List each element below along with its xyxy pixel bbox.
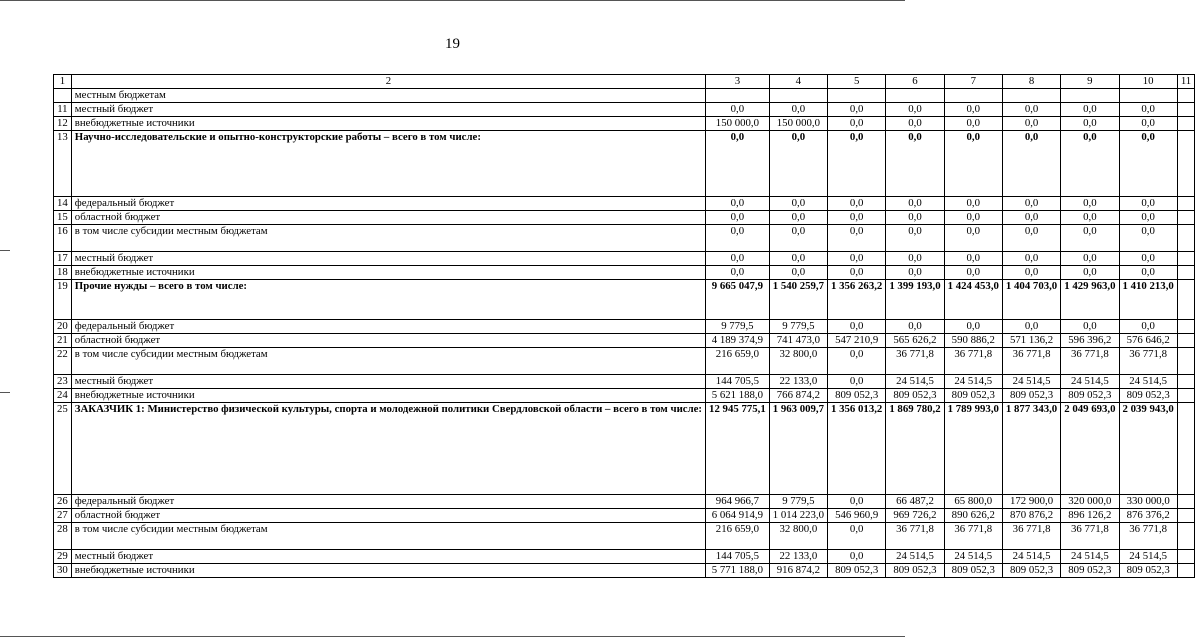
value-cell: 24 514,5 <box>886 375 944 389</box>
empty-cell-col11 <box>1177 89 1194 103</box>
value-cell: 0,0 <box>1061 225 1119 252</box>
row-label: в том числе субсидии местным бюджетам <box>71 348 705 375</box>
value-cell: 547 210,9 <box>828 334 886 348</box>
row-label: местный бюджет <box>71 103 705 117</box>
table-row <box>54 89 1195 103</box>
value-cell: 22 133,0 <box>769 550 827 564</box>
row-number: 29 <box>54 550 72 564</box>
value-cell: 0,0 <box>828 117 886 131</box>
table-row <box>54 509 1195 523</box>
value-cell: 0,0 <box>828 211 886 225</box>
value-cell: 0,0 <box>1002 103 1060 117</box>
empty-cell-col11 <box>1177 389 1194 403</box>
header-cell: 10 <box>1119 75 1177 89</box>
table-row <box>54 103 1195 117</box>
value-cell: 969 726,2 <box>886 509 944 523</box>
value-cell: 0,0 <box>944 225 1002 252</box>
table-row <box>54 523 1195 550</box>
row-label: местным бюджетам <box>71 89 705 103</box>
row-label: внебюджетные источники <box>71 389 705 403</box>
value-cell <box>769 89 827 103</box>
value-cell: 0,0 <box>1061 131 1119 197</box>
empty-cell-col11 <box>1177 334 1194 348</box>
table-row <box>54 280 1195 320</box>
value-cell: 9 779,5 <box>769 320 827 334</box>
value-cell: 1 540 259,7 <box>769 280 827 320</box>
value-cell: 36 771,8 <box>1119 348 1177 375</box>
value-cell: 4 189 374,9 <box>706 334 770 348</box>
value-cell: 9 779,5 <box>706 320 770 334</box>
table-row <box>54 117 1195 131</box>
scan-edge-left-mark-2 <box>0 392 10 393</box>
value-cell: 0,0 <box>886 252 944 266</box>
value-cell: 150 000,0 <box>769 117 827 131</box>
empty-cell-col11 <box>1177 375 1194 389</box>
value-cell: 0,0 <box>944 197 1002 211</box>
page-number: 19 <box>445 36 460 52</box>
value-cell <box>1119 89 1177 103</box>
value-cell: 766 874,2 <box>769 389 827 403</box>
value-cell: 809 052,3 <box>886 389 944 403</box>
value-cell: 172 900,0 <box>1002 495 1060 509</box>
value-cell: 2 039 943,0 <box>1119 403 1177 495</box>
header-cell: 4 <box>769 75 827 89</box>
value-cell: 546 960,9 <box>828 509 886 523</box>
value-cell: 0,0 <box>1061 320 1119 334</box>
value-cell: 0,0 <box>1061 103 1119 117</box>
value-cell: 809 052,3 <box>1061 389 1119 403</box>
table-row <box>54 266 1195 280</box>
table-row <box>54 375 1195 389</box>
value-cell: 809 052,3 <box>1061 564 1119 578</box>
value-cell: 1 877 343,0 <box>1002 403 1060 495</box>
value-cell: 0,0 <box>1061 211 1119 225</box>
value-cell: 1 356 263,2 <box>828 280 886 320</box>
value-cell: 36 771,8 <box>1061 348 1119 375</box>
value-cell: 0,0 <box>706 225 770 252</box>
value-cell: 809 052,3 <box>886 564 944 578</box>
row-label: областной бюджет <box>71 211 705 225</box>
value-cell: 1 404 703,0 <box>1002 280 1060 320</box>
empty-cell-col11 <box>1177 131 1194 197</box>
empty-cell-col11 <box>1177 564 1194 578</box>
value-cell: 0,0 <box>828 197 886 211</box>
value-cell <box>886 89 944 103</box>
value-cell: 216 659,0 <box>706 523 770 550</box>
header-cell: 1 <box>54 75 72 89</box>
value-cell: 1 399 193,0 <box>886 280 944 320</box>
value-cell: 0,0 <box>769 103 827 117</box>
row-number <box>54 89 72 103</box>
table-row <box>54 334 1195 348</box>
value-cell: 22 133,0 <box>769 375 827 389</box>
row-number: 24 <box>54 389 72 403</box>
value-cell: 5 621 188,0 <box>706 389 770 403</box>
row-number: 17 <box>54 252 72 266</box>
value-cell: 0,0 <box>1119 320 1177 334</box>
value-cell <box>944 89 1002 103</box>
value-cell: 24 514,5 <box>1002 550 1060 564</box>
value-cell: 2 049 693,0 <box>1061 403 1119 495</box>
value-cell: 0,0 <box>706 131 770 197</box>
row-label: местный бюджет <box>71 375 705 389</box>
value-cell: 0,0 <box>1119 197 1177 211</box>
empty-cell-col11 <box>1177 266 1194 280</box>
value-cell: 0,0 <box>886 225 944 252</box>
value-cell: 0,0 <box>828 550 886 564</box>
row-number: 15 <box>54 211 72 225</box>
value-cell: 0,0 <box>769 197 827 211</box>
value-cell: 0,0 <box>886 103 944 117</box>
empty-cell-col11 <box>1177 509 1194 523</box>
value-cell: 24 514,5 <box>1119 550 1177 564</box>
value-cell: 0,0 <box>828 266 886 280</box>
value-cell: 0,0 <box>769 266 827 280</box>
row-label: внебюджетные источники <box>71 266 705 280</box>
empty-cell-col11 <box>1177 252 1194 266</box>
budget-table <box>53 74 1195 578</box>
row-label: областной бюджет <box>71 509 705 523</box>
scan-edge-top <box>0 0 905 1</box>
row-number: 11 <box>54 103 72 117</box>
table-row <box>54 348 1195 375</box>
value-cell: 0,0 <box>1061 117 1119 131</box>
empty-cell-col11 <box>1177 225 1194 252</box>
value-cell: 0,0 <box>886 131 944 197</box>
value-cell: 0,0 <box>1119 117 1177 131</box>
value-cell: 0,0 <box>828 375 886 389</box>
value-cell: 0,0 <box>1002 197 1060 211</box>
empty-cell-col11 <box>1177 280 1194 320</box>
row-number: 20 <box>54 320 72 334</box>
value-cell: 0,0 <box>1002 320 1060 334</box>
value-cell: 0,0 <box>828 252 886 266</box>
value-cell: 0,0 <box>1061 197 1119 211</box>
value-cell: 144 705,5 <box>706 375 770 389</box>
value-cell: 0,0 <box>944 252 1002 266</box>
value-cell: 0,0 <box>944 117 1002 131</box>
empty-cell-col11 <box>1177 320 1194 334</box>
value-cell: 36 771,8 <box>1061 523 1119 550</box>
row-label: федеральный бюджет <box>71 197 705 211</box>
row-number: 23 <box>54 375 72 389</box>
table-row <box>54 564 1195 578</box>
header-cell: 11 <box>1177 75 1194 89</box>
value-cell: 0,0 <box>1119 103 1177 117</box>
value-cell: 144 705,5 <box>706 550 770 564</box>
value-cell: 0,0 <box>1119 266 1177 280</box>
value-cell: 809 052,3 <box>1119 389 1177 403</box>
table-row <box>54 320 1195 334</box>
value-cell: 0,0 <box>1061 266 1119 280</box>
value-cell: 24 514,5 <box>1002 375 1060 389</box>
row-number: 22 <box>54 348 72 375</box>
value-cell: 0,0 <box>886 266 944 280</box>
row-number: 28 <box>54 523 72 550</box>
value-cell: 150 000,0 <box>706 117 770 131</box>
empty-cell-col11 <box>1177 197 1194 211</box>
value-cell: 36 771,8 <box>1119 523 1177 550</box>
value-cell: 24 514,5 <box>1061 375 1119 389</box>
value-cell: 0,0 <box>706 197 770 211</box>
value-cell: 876 376,2 <box>1119 509 1177 523</box>
value-cell: 0,0 <box>1119 225 1177 252</box>
header-cell: 7 <box>944 75 1002 89</box>
table-row <box>54 403 1195 495</box>
value-cell: 9 665 047,9 <box>706 280 770 320</box>
row-label: внебюджетные источники <box>71 117 705 131</box>
value-cell: 0,0 <box>769 225 827 252</box>
row-label: в том числе субсидии местным бюджетам <box>71 523 705 550</box>
table-row <box>54 197 1195 211</box>
value-cell: 0,0 <box>828 131 886 197</box>
value-cell: 24 514,5 <box>1119 375 1177 389</box>
value-cell <box>706 89 770 103</box>
value-cell: 565 626,2 <box>886 334 944 348</box>
value-cell: 576 646,2 <box>1119 334 1177 348</box>
empty-cell-col11 <box>1177 495 1194 509</box>
header-cell: 8 <box>1002 75 1060 89</box>
value-cell: 0,0 <box>1002 117 1060 131</box>
value-cell: 0,0 <box>706 266 770 280</box>
value-cell: 890 626,2 <box>944 509 1002 523</box>
value-cell: 809 052,3 <box>1002 564 1060 578</box>
row-label: ЗАКАЗЧИК 1: Министерство физической культуры, спорта и молодежной политики Свердловской области – всего в том числе: <box>71 403 705 495</box>
empty-cell-col11 <box>1177 211 1194 225</box>
row-number: 30 <box>54 564 72 578</box>
value-cell: 24 514,5 <box>944 550 1002 564</box>
value-cell: 596 396,2 <box>1061 334 1119 348</box>
row-label: областной бюджет <box>71 334 705 348</box>
value-cell: 0,0 <box>944 103 1002 117</box>
value-cell: 9 779,5 <box>769 495 827 509</box>
value-cell: 1 356 013,2 <box>828 403 886 495</box>
header-cell: 9 <box>1061 75 1119 89</box>
value-cell: 216 659,0 <box>706 348 770 375</box>
value-cell: 0,0 <box>1119 131 1177 197</box>
value-cell: 1 424 453,0 <box>944 280 1002 320</box>
scan-edge-bottom <box>0 636 905 637</box>
value-cell: 0,0 <box>886 211 944 225</box>
value-cell: 809 052,3 <box>1002 389 1060 403</box>
row-label: в том числе субсидии местным бюджетам <box>71 225 705 252</box>
value-cell: 809 052,3 <box>828 389 886 403</box>
row-number: 27 <box>54 509 72 523</box>
table-row <box>54 495 1195 509</box>
row-label: федеральный бюджет <box>71 320 705 334</box>
row-number: 26 <box>54 495 72 509</box>
value-cell: 330 000,0 <box>1119 495 1177 509</box>
value-cell: 32 800,0 <box>769 523 827 550</box>
value-cell: 1 429 963,0 <box>1061 280 1119 320</box>
value-cell: 12 945 775,1 <box>706 403 770 495</box>
value-cell: 1 869 780,2 <box>886 403 944 495</box>
value-cell: 320 000,0 <box>1061 495 1119 509</box>
value-cell: 24 514,5 <box>944 375 1002 389</box>
header-cell: 3 <box>706 75 770 89</box>
value-cell: 0,0 <box>1002 252 1060 266</box>
value-cell: 0,0 <box>1119 252 1177 266</box>
value-cell: 0,0 <box>1002 211 1060 225</box>
row-label: местный бюджет <box>71 550 705 564</box>
value-cell: 36 771,8 <box>1002 523 1060 550</box>
row-number: 16 <box>54 225 72 252</box>
value-cell: 896 126,2 <box>1061 509 1119 523</box>
value-cell: 65 800,0 <box>944 495 1002 509</box>
value-cell: 6 064 914,9 <box>706 509 770 523</box>
value-cell: 36 771,8 <box>886 523 944 550</box>
value-cell: 66 487,2 <box>886 495 944 509</box>
value-cell: 0,0 <box>944 211 1002 225</box>
table-row <box>54 550 1195 564</box>
value-cell: 0,0 <box>886 197 944 211</box>
value-cell: 0,0 <box>828 103 886 117</box>
value-cell: 809 052,3 <box>1119 564 1177 578</box>
value-cell: 36 771,8 <box>944 523 1002 550</box>
table-header-row <box>54 75 1195 89</box>
value-cell: 870 876,2 <box>1002 509 1060 523</box>
value-cell: 809 052,3 <box>944 389 1002 403</box>
header-cell: 2 <box>71 75 705 89</box>
row-number: 13 <box>54 131 72 197</box>
value-cell: 0,0 <box>944 266 1002 280</box>
value-cell: 24 514,5 <box>886 550 944 564</box>
value-cell: 0,0 <box>1002 266 1060 280</box>
value-cell: 0,0 <box>1002 131 1060 197</box>
table-row <box>54 131 1195 197</box>
row-number: 19 <box>54 280 72 320</box>
value-cell: 590 886,2 <box>944 334 1002 348</box>
value-cell: 1 014 223,0 <box>769 509 827 523</box>
empty-cell-col11 <box>1177 403 1194 495</box>
value-cell: 0,0 <box>828 523 886 550</box>
value-cell: 0,0 <box>1061 252 1119 266</box>
row-number: 21 <box>54 334 72 348</box>
value-cell: 0,0 <box>828 495 886 509</box>
value-cell: 0,0 <box>706 103 770 117</box>
value-cell: 0,0 <box>886 320 944 334</box>
row-label: внебюджетные источники <box>71 564 705 578</box>
value-cell: 0,0 <box>769 211 827 225</box>
empty-cell-col11 <box>1177 550 1194 564</box>
value-cell: 0,0 <box>944 131 1002 197</box>
empty-cell-col11 <box>1177 103 1194 117</box>
value-cell: 809 052,3 <box>944 564 1002 578</box>
value-cell <box>1002 89 1060 103</box>
row-number: 14 <box>54 197 72 211</box>
value-cell: 36 771,8 <box>886 348 944 375</box>
table-row <box>54 211 1195 225</box>
value-cell <box>1061 89 1119 103</box>
value-cell <box>828 89 886 103</box>
value-cell: 0,0 <box>769 131 827 197</box>
value-cell: 36 771,8 <box>1002 348 1060 375</box>
value-cell: 0,0 <box>706 211 770 225</box>
value-cell: 916 874,2 <box>769 564 827 578</box>
header-cell: 5 <box>828 75 886 89</box>
row-label: Научно-исследовательские и опытно-конструкторские работы – всего в том числе: <box>71 131 705 197</box>
value-cell: 0,0 <box>769 252 827 266</box>
scan-edge-left-mark <box>0 250 10 251</box>
value-cell: 1 410 213,0 <box>1119 280 1177 320</box>
value-cell: 964 966,7 <box>706 495 770 509</box>
value-cell: 0,0 <box>828 348 886 375</box>
empty-cell-col11 <box>1177 348 1194 375</box>
row-label: местный бюджет <box>71 252 705 266</box>
value-cell: 1 789 993,0 <box>944 403 1002 495</box>
value-cell: 809 052,3 <box>828 564 886 578</box>
table-row <box>54 389 1195 403</box>
value-cell: 0,0 <box>828 225 886 252</box>
value-cell: 0,0 <box>944 320 1002 334</box>
value-cell: 24 514,5 <box>1061 550 1119 564</box>
table-row <box>54 252 1195 266</box>
empty-cell-col11 <box>1177 523 1194 550</box>
value-cell: 571 136,2 <box>1002 334 1060 348</box>
value-cell: 36 771,8 <box>944 348 1002 375</box>
table-row <box>54 225 1195 252</box>
row-number: 12 <box>54 117 72 131</box>
value-cell: 0,0 <box>1002 225 1060 252</box>
value-cell: 0,0 <box>886 117 944 131</box>
value-cell: 0,0 <box>706 252 770 266</box>
row-label: Прочие нужды – всего в том числе: <box>71 280 705 320</box>
row-number: 25 <box>54 403 72 495</box>
row-number: 18 <box>54 266 72 280</box>
header-cell: 6 <box>886 75 944 89</box>
value-cell: 0,0 <box>1119 211 1177 225</box>
row-label: федеральный бюджет <box>71 495 705 509</box>
value-cell: 5 771 188,0 <box>706 564 770 578</box>
empty-cell-col11 <box>1177 117 1194 131</box>
value-cell: 1 963 009,7 <box>769 403 827 495</box>
value-cell: 0,0 <box>828 320 886 334</box>
value-cell: 741 473,0 <box>769 334 827 348</box>
value-cell: 32 800,0 <box>769 348 827 375</box>
